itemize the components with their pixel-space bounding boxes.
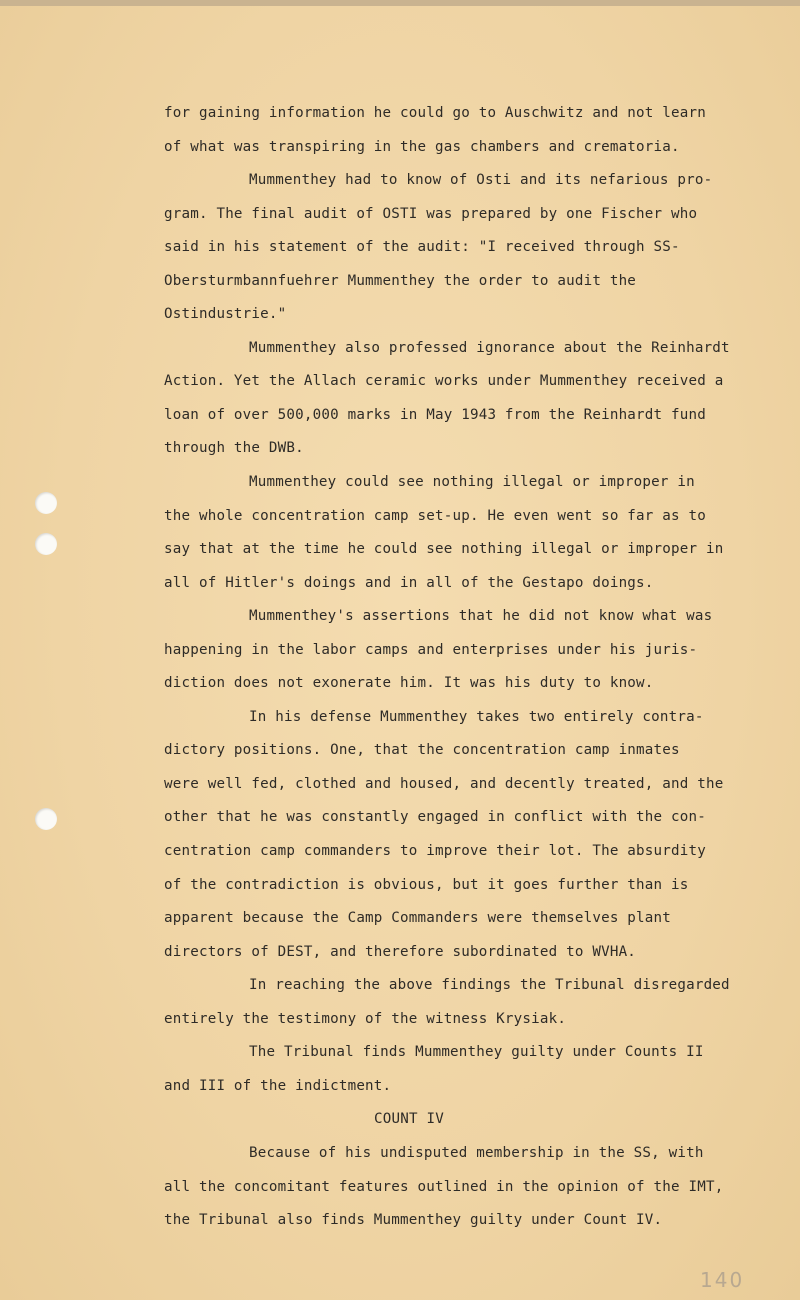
text-line: Obersturmbannfuehrer Mummenthey the order to audit the — [164, 272, 637, 289]
text-line: say that at the time he could see nothing illegal or improper in — [164, 541, 724, 558]
text-line: In his defense Mummenthey takes two entirely contra- — [249, 708, 704, 725]
punch-hole — [35, 492, 57, 514]
text-line: were well fed, clothed and housed, and decently treated, and the — [164, 775, 724, 792]
text-line: for gaining information he could go to Auschwitz and not learn — [164, 105, 706, 121]
text-line: centration camp commanders to improve their lot. The absurdity — [164, 843, 706, 860]
text-line: through the DWB. — [164, 440, 304, 457]
text-line: other that he was constantly engaged in conflict with the con- — [164, 809, 706, 826]
text-line: Action. Yet the Allach ceramic works under Mummenthey received a — [164, 373, 724, 390]
document-body — [164, 100, 730, 1241]
text-line: Because of his undisputed membership in the SS, with — [249, 1144, 704, 1161]
text-line: gram. The final audit of OSTI was prepared by one Fischer who — [164, 205, 698, 222]
text-line: and III of the indictment. — [164, 1077, 392, 1094]
section-heading: COUNT IV — [374, 1111, 444, 1128]
text-line: dictory positions. One, that the concentration camp inmates — [164, 742, 680, 759]
text-line: Ostindustrie." — [164, 306, 287, 323]
text-line: directors of DEST, and therefore subordinated to WVHA. — [164, 943, 637, 960]
text-line: apparent because the Camp Commanders were themselves plant — [164, 910, 672, 927]
page-top-edge — [0, 0, 800, 6]
text-line: the Tribunal also finds Mummenthey guilty under Count IV. — [164, 1212, 663, 1229]
text-line: said in his statement of the audit: "I received through SS- — [164, 239, 680, 256]
punch-hole — [35, 808, 57, 830]
text-line: loan of over 500,000 marks in May 1943 from the Reinhardt fund — [164, 406, 706, 423]
text-line: The Tribunal finds Mummenthey guilty under Counts II — [249, 1044, 704, 1061]
text-line: Mummenthey also professed ignorance about the Reinhardt — [249, 339, 730, 356]
text-line: all of Hitler's doings and in all of the Gestapo doings. — [164, 574, 654, 591]
text-line: of the contradiction is obvious, but it goes further than is — [164, 876, 689, 893]
text-line: all the concomitant features outlined in the opinion of the IMT, — [164, 1178, 724, 1195]
text-line: In reaching the above findings the Tribunal disregarded — [249, 977, 730, 994]
text-line: of what was transpiring in the gas chambers and crematoria. — [164, 138, 680, 155]
page-number: 140 — [700, 1268, 745, 1292]
text-line: entirely the testimony of the witness Krysiak. — [164, 1010, 567, 1027]
text-line: Mummenthey had to know of Osti and its nefarious pro- — [249, 172, 713, 189]
text-line: Mummenthey's assertions that he did not know what was — [249, 608, 713, 625]
text-line: diction does not exonerate him. It was his duty to know. — [164, 675, 654, 692]
text-line: the whole concentration camp set-up. He even went so far as to — [164, 507, 706, 524]
punch-hole — [35, 533, 57, 555]
text-line: Mummenthey could see nothing illegal or improper in — [249, 474, 695, 491]
text-line: happening in the labor camps and enterprises under his juris- — [164, 641, 698, 658]
